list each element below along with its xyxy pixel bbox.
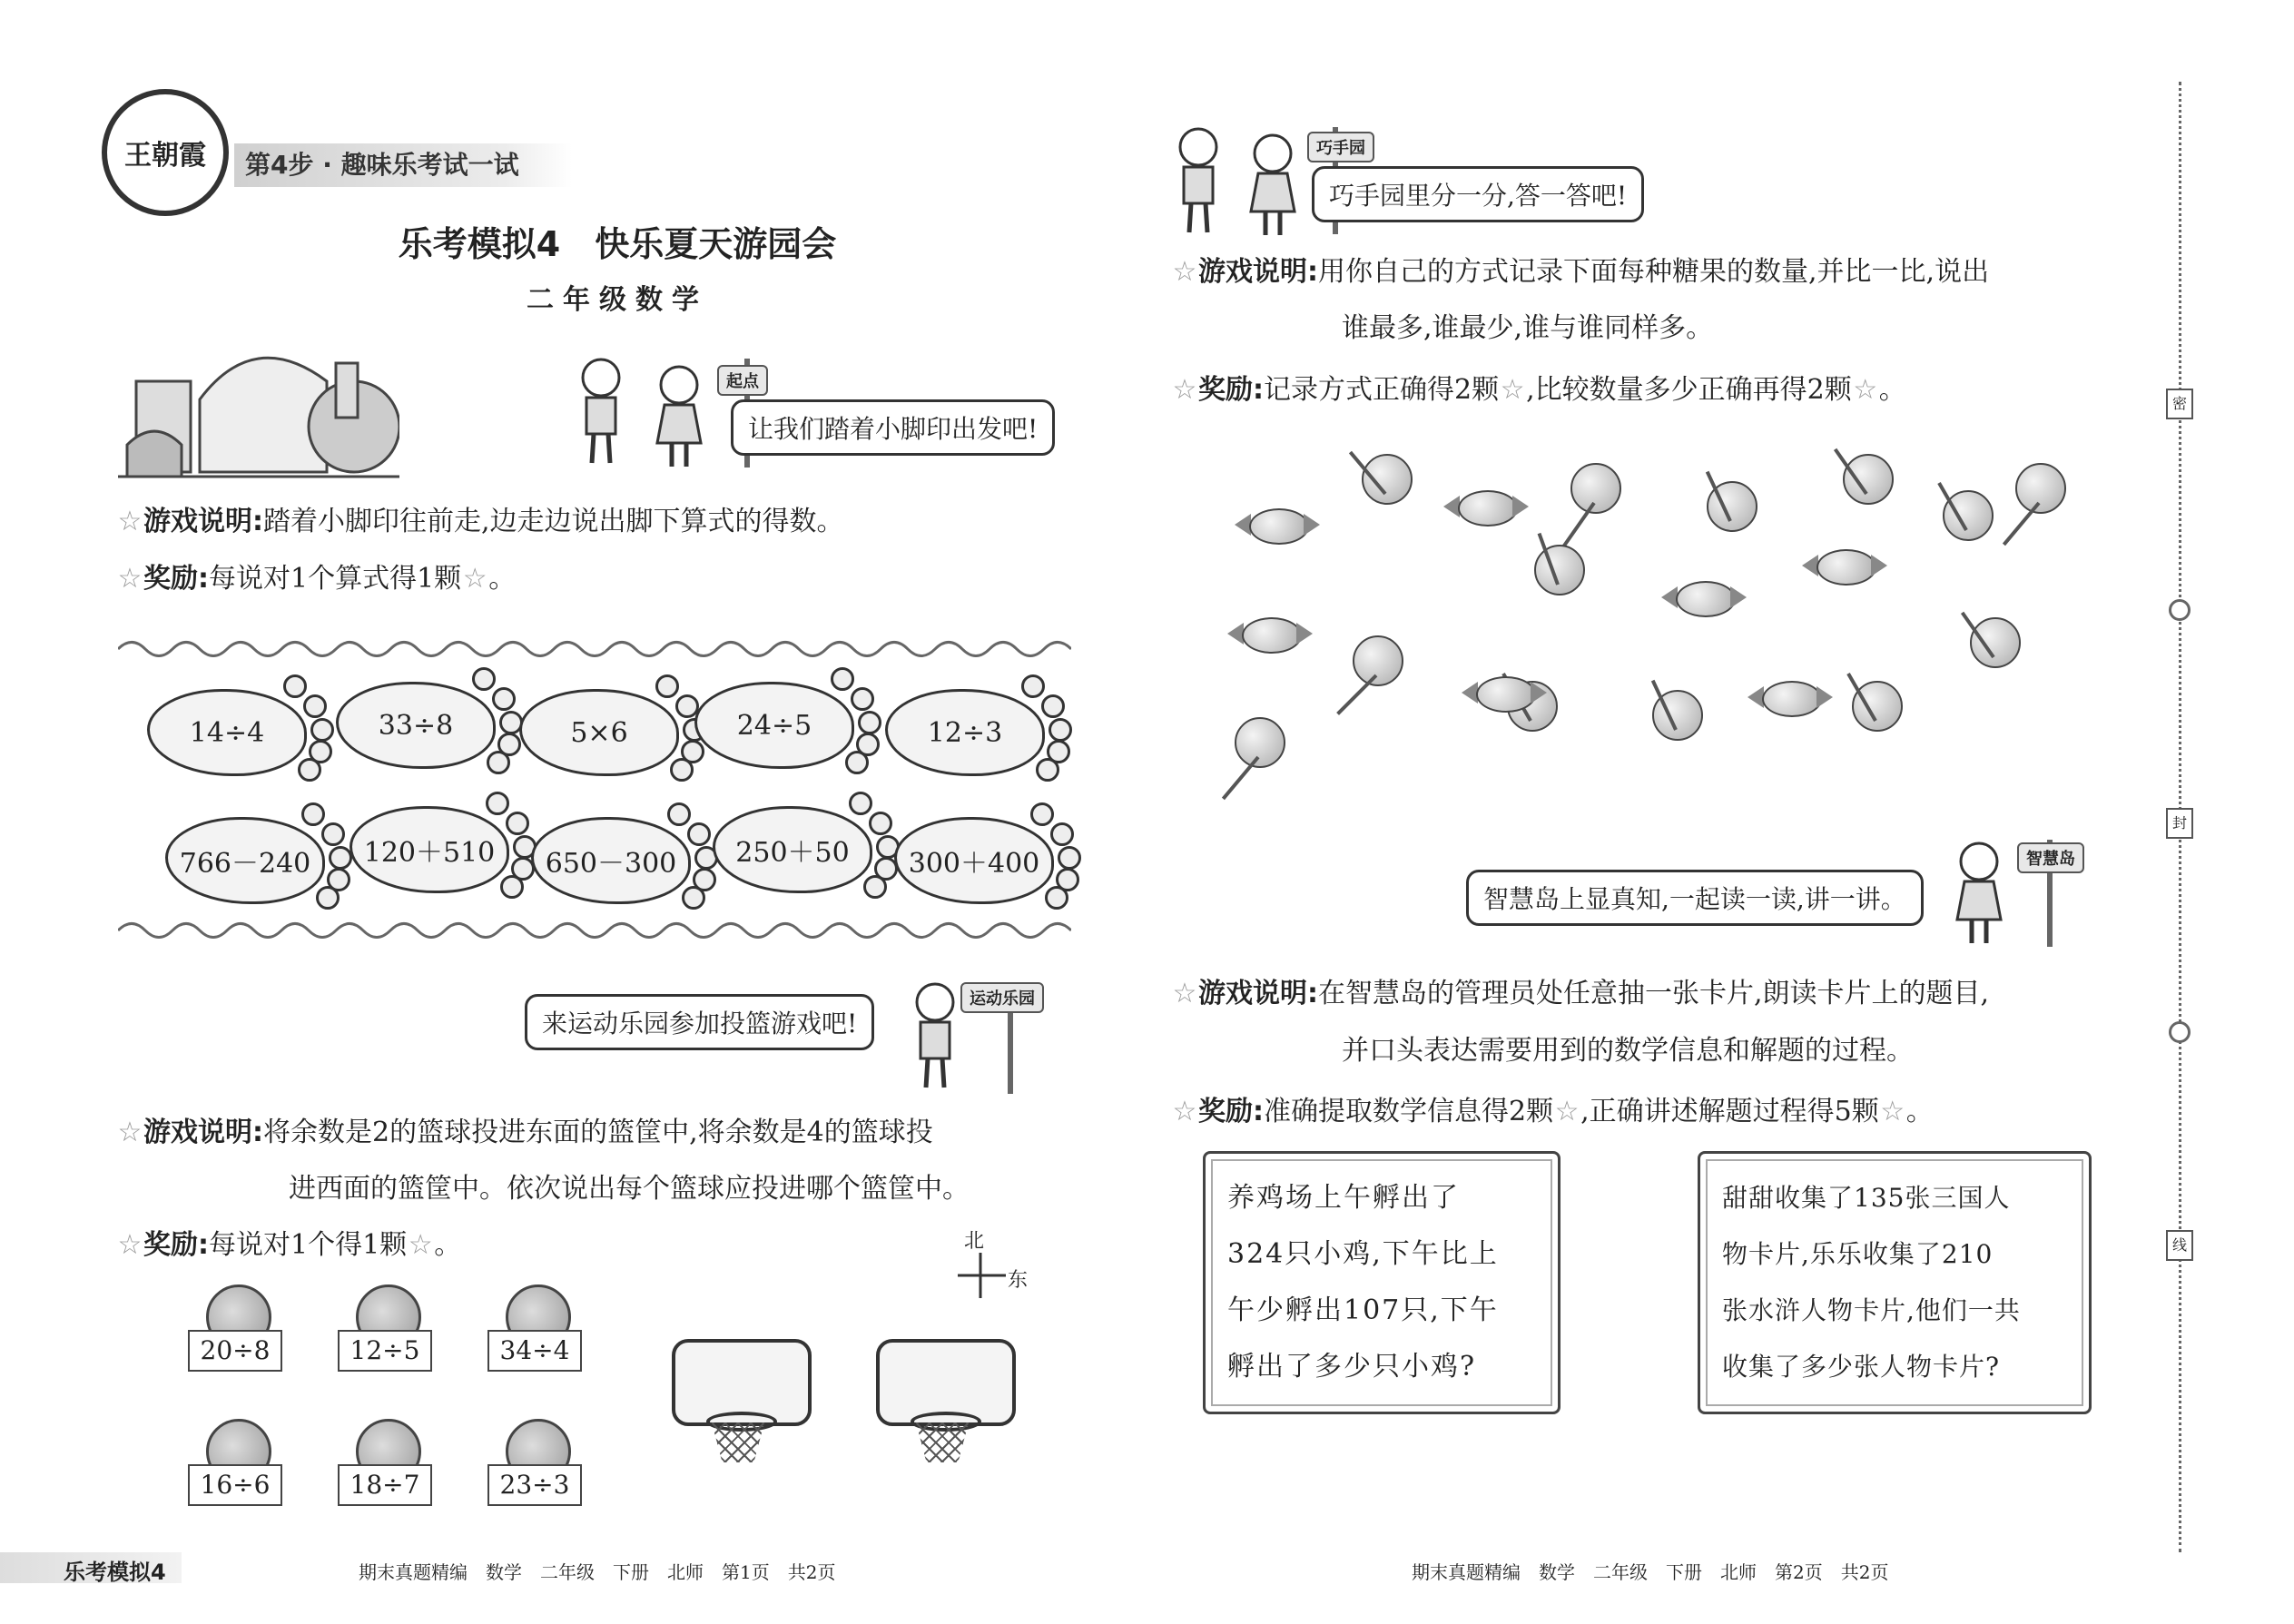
toe-icon bbox=[655, 674, 679, 698]
toe-icon bbox=[851, 687, 874, 711]
footprint bbox=[350, 792, 531, 891]
sign-wisdom: 智慧岛 bbox=[2017, 842, 2084, 873]
rule-line-2-cont: 进西面的篮筐中。依次说出每个篮球应投进哪个篮筐中。 bbox=[289, 1173, 970, 1205]
basketball-expression: 16÷6 bbox=[188, 1464, 282, 1506]
footer-left: 期末真题精编 数学 二年级 下册 北师 第1页 共2页 bbox=[359, 1561, 836, 1583]
toe-icon bbox=[863, 875, 887, 899]
star-icon: ☆ bbox=[1554, 1096, 1580, 1127]
basketball-expression: 20÷8 bbox=[188, 1330, 282, 1372]
reward-line-2: ☆奖励:每说对1个得1颗☆。 bbox=[116, 1227, 461, 1264]
basketball-expression: 18÷7 bbox=[338, 1464, 432, 1506]
logo-text: 王朝霞 bbox=[124, 140, 206, 172]
toe-icon bbox=[682, 886, 705, 910]
speech-bubble-wisdom: 智慧岛上显真知,一起读一读,讲一讲。 bbox=[1466, 870, 1924, 926]
toe-icon bbox=[1058, 846, 1081, 870]
basketball bbox=[188, 1419, 288, 1546]
toe-icon bbox=[849, 792, 872, 815]
card-line: 物卡片,乐乐收集了210 bbox=[1722, 1239, 1994, 1269]
star-icon: ☆ bbox=[117, 1117, 143, 1148]
toe-icon bbox=[500, 875, 524, 899]
footprint bbox=[165, 802, 347, 902]
star-icon: ☆ bbox=[1853, 374, 1878, 406]
toe-icon bbox=[303, 694, 327, 718]
toe-icon bbox=[486, 792, 509, 815]
page-title: 乐考模拟4 快乐夏天游园会 bbox=[398, 224, 837, 264]
binding-hole-icon bbox=[2169, 599, 2191, 621]
step-banner: 第4步 · 趣味乐考试一试 bbox=[234, 143, 572, 187]
toe-icon bbox=[301, 802, 325, 826]
basketball bbox=[188, 1284, 288, 1412]
boy-illustration bbox=[908, 980, 962, 1091]
card-line: 张水浒人物卡片,他们一共 bbox=[1722, 1295, 2021, 1325]
star-icon: ☆ bbox=[462, 563, 487, 595]
card-line: 甜甜收集了135张三国人 bbox=[1722, 1183, 2011, 1213]
toe-icon bbox=[667, 802, 691, 826]
toe-icon bbox=[1045, 886, 1068, 910]
speech-bubble-start: 让我们踏着小脚印出发吧! bbox=[731, 399, 1055, 456]
star-icon: ☆ bbox=[1172, 256, 1197, 288]
toe-icon bbox=[487, 751, 510, 774]
speech-bubble-craft: 巧手园里分一分,答一答吧! bbox=[1312, 166, 1644, 222]
star-icon: ☆ bbox=[117, 1229, 143, 1261]
wavy-border-top bbox=[118, 635, 1071, 663]
toe-icon bbox=[506, 812, 529, 835]
footer-tab: 乐考模拟4 bbox=[0, 1552, 182, 1583]
toe-icon bbox=[310, 718, 334, 742]
footprint bbox=[519, 674, 701, 774]
toe-icon bbox=[687, 822, 711, 846]
speech-bubble-sports: 来运动乐园参加投篮游戏吧! bbox=[525, 994, 874, 1050]
basketball-expression: 23÷3 bbox=[487, 1464, 582, 1506]
toe-icon bbox=[845, 751, 869, 774]
toe-icon bbox=[869, 812, 892, 835]
star-icon: ☆ bbox=[117, 563, 143, 595]
toe-icon bbox=[316, 886, 340, 910]
compass-east: 东 bbox=[1008, 1269, 1029, 1292]
wavy-border-bottom bbox=[118, 917, 1071, 944]
basketball-expression: 34÷4 bbox=[487, 1330, 582, 1372]
basketball-expression: 12÷5 bbox=[338, 1330, 432, 1372]
rule-line-4-cont: 并口头表达需要用到的数学信息和解题的过程。 bbox=[1342, 1035, 1914, 1067]
seal-mark-3: 线 bbox=[2166, 1230, 2193, 1261]
star-icon: ☆ bbox=[1500, 374, 1525, 406]
rule-line-3: ☆游戏说明:用你自己的方式记录下面每种糖果的数量,并比一比,说出 bbox=[1171, 254, 1989, 290]
compass-north: 北 bbox=[964, 1230, 985, 1253]
footprint-expression: 650－300 bbox=[531, 817, 691, 904]
footprint-expression: 14÷4 bbox=[147, 689, 307, 776]
toe-icon bbox=[1021, 674, 1045, 698]
toe-icon bbox=[298, 758, 321, 782]
footprint-expression: 33÷8 bbox=[336, 682, 496, 769]
toe-icon bbox=[1049, 718, 1072, 742]
binding-hole-icon bbox=[2169, 1021, 2191, 1043]
brand-logo bbox=[102, 89, 229, 216]
star-icon: ☆ bbox=[1172, 978, 1197, 1009]
toe-icon bbox=[472, 667, 496, 691]
sign-sports: 运动乐园 bbox=[960, 982, 1044, 1013]
footprint bbox=[713, 792, 894, 891]
toe-icon bbox=[1041, 694, 1065, 718]
footprint bbox=[694, 667, 876, 767]
toe-icon bbox=[283, 674, 307, 698]
footprint-expression: 250＋50 bbox=[713, 806, 872, 893]
toe-icon bbox=[1036, 758, 1059, 782]
rule-line-4: ☆游戏说明:在智慧岛的管理员处任意抽一张卡片,朗读卡片上的题目, bbox=[1171, 976, 1989, 1012]
rule-line-2: ☆游戏说明:将余数是2的篮球投进东面的篮筐中,将余数是4的篮球投 bbox=[116, 1115, 933, 1151]
star-icon: ☆ bbox=[408, 1229, 433, 1261]
basketball bbox=[487, 1284, 587, 1412]
seal-mark-1: 密 bbox=[2166, 389, 2193, 419]
rule-line-3-cont: 谁最多,谁最少,谁与谁同样多。 bbox=[1342, 312, 1714, 344]
footprint-expression: 5×6 bbox=[519, 689, 679, 776]
toe-icon bbox=[321, 822, 345, 846]
star-icon: ☆ bbox=[117, 506, 143, 537]
seal-mark-2: 封 bbox=[2166, 808, 2193, 839]
toe-icon bbox=[670, 758, 694, 782]
park-illustration bbox=[118, 327, 399, 481]
footer-right: 期末真题精编 数学 二年级 下册 北师 第2页 共2页 bbox=[1412, 1561, 1889, 1583]
star-icon: ☆ bbox=[1172, 374, 1197, 406]
reward-line-4: ☆奖励:准确提取数学信息得2颗☆,正确讲述解题过程得5颗☆。 bbox=[1171, 1094, 1934, 1130]
toe-icon bbox=[858, 711, 881, 734]
boy-illustration bbox=[1171, 125, 1226, 236]
card-line: 养鸡场上午孵出了 bbox=[1227, 1182, 1460, 1214]
footprint-expression: 24÷5 bbox=[694, 682, 854, 769]
footprint bbox=[147, 674, 329, 774]
footprint bbox=[885, 674, 1067, 774]
girl-illustration bbox=[1245, 132, 1300, 237]
card-line: 孵出了多少只小鸡? bbox=[1227, 1351, 1477, 1383]
reward-line-1: ☆奖励:每说对1个算式得1颗☆。 bbox=[116, 561, 516, 597]
card-line: 收集了多少张人物卡片? bbox=[1722, 1352, 2001, 1382]
footprint bbox=[531, 802, 713, 902]
toe-icon bbox=[492, 687, 516, 711]
sign-start: 起点 bbox=[717, 365, 768, 396]
boy-illustration bbox=[574, 356, 628, 467]
basket-east bbox=[876, 1339, 1012, 1475]
card-line: 324只小鸡,下午比上 bbox=[1227, 1238, 1499, 1270]
toe-icon bbox=[1050, 822, 1074, 846]
girl-illustration bbox=[1952, 840, 2006, 945]
card-line: 午少孵出107只,下午 bbox=[1227, 1294, 1499, 1326]
footprint bbox=[336, 667, 517, 767]
footprint-expression: 766－240 bbox=[165, 817, 325, 904]
basketball bbox=[338, 1419, 438, 1546]
problem-card-2 bbox=[1698, 1151, 2092, 1414]
footprint bbox=[894, 802, 1076, 902]
compass-arrows bbox=[953, 1248, 1008, 1303]
basket-west bbox=[672, 1339, 808, 1475]
page-subtitle: 二年级数学 bbox=[527, 284, 708, 316]
star-icon: ☆ bbox=[1880, 1096, 1905, 1127]
basketball bbox=[338, 1284, 438, 1412]
problem-card-1 bbox=[1203, 1151, 1561, 1414]
footprint-expression: 120＋510 bbox=[350, 806, 509, 893]
toe-icon bbox=[1030, 802, 1054, 826]
rule-line-1: ☆游戏说明:踏着小脚印往前走,边走边说出脚下算式的得数。 bbox=[116, 504, 844, 540]
footprint-expression: 300＋400 bbox=[894, 817, 1054, 904]
sign-craft: 巧手园 bbox=[1307, 132, 1374, 162]
star-icon: ☆ bbox=[1172, 1096, 1197, 1127]
girl-illustration bbox=[652, 363, 706, 468]
footprint-expression: 12÷3 bbox=[885, 689, 1045, 776]
basketball bbox=[487, 1419, 587, 1546]
reward-line-3: ☆奖励:记录方式正确得2颗☆,比较数量多少正确再得2颗☆。 bbox=[1171, 372, 1906, 408]
toe-icon bbox=[831, 667, 854, 691]
